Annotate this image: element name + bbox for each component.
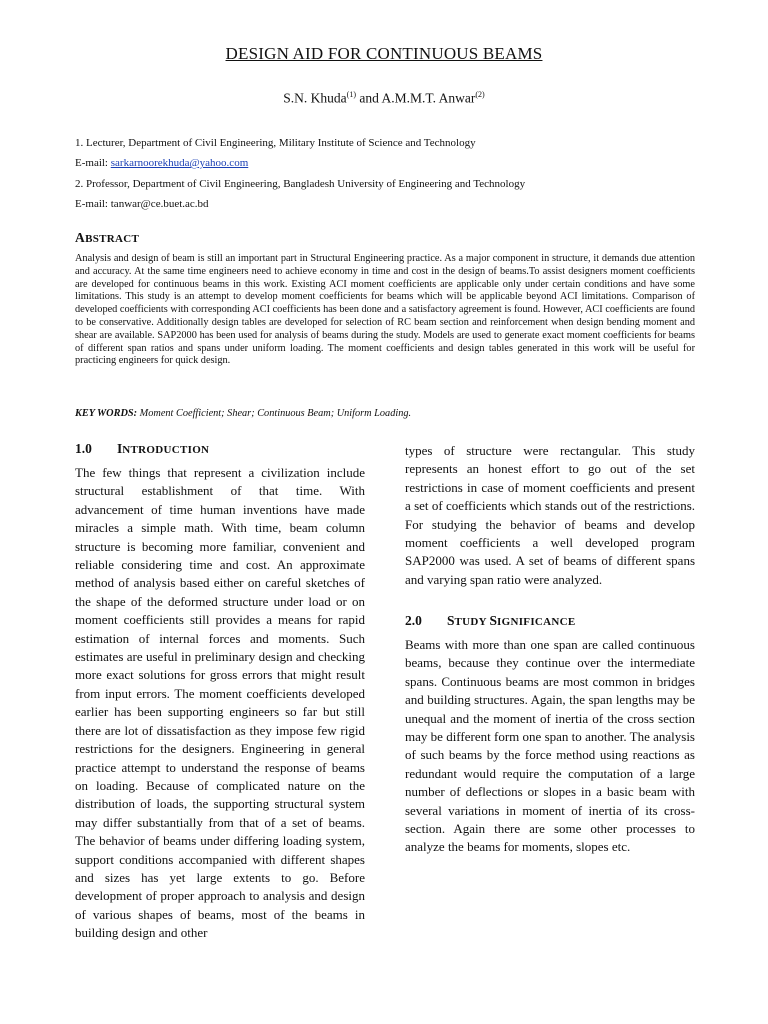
affiliation-1-email-line <box>75 156 715 170</box>
email-label: E-mail: <box>75 157 111 169</box>
keywords-line <box>75 408 411 419</box>
section-2-number: 2.0 <box>405 613 422 628</box>
email-2: tanwar@ce.buet.ac.bd <box>110 198 209 210</box>
section-2-body: Beams with more than one span are called continuous beams, because they continue over the intermediate spans. Continuous beams are most common in bridges and building structures. Again, the span lengths may be unequal and the moment of inertia of the cross section may be different form one span to another. The analysis of such beams by the force method using reactions as redundant would require the computation of a large number of deflections or slopes in a basic beam with several variations in moment of inertia of its cross-section. Again there are some other processes to analyze the beams for moments, slopes etc. <box>405 637 695 855</box>
section-2-title-mid: TUDY <box>454 616 490 628</box>
paper-title: DESIGN AID FOR CONTINUOUS BEAMS <box>225 44 543 63</box>
abstract-heading <box>75 230 139 246</box>
section-1-title-initial: I <box>117 441 123 456</box>
author-1: S.N. Khuda <box>283 90 347 106</box>
section-1-number: 1.0 <box>75 441 92 456</box>
section-2-title-initial: S <box>447 613 455 628</box>
affiliation-1: 1. Lecturer, Department of Civil Engineering, Military Institute of Science and Technology <box>75 137 476 149</box>
email-label: E-mail: <box>75 198 111 210</box>
email-link-1[interactable]: sarkarnoorekhuda@yahoo.com <box>110 157 249 169</box>
keywords-text: Moment Coefficient; Shear; Continuous Beam; Uniform Loading. <box>137 408 412 419</box>
keywords-label: KEY WORDS: <box>75 408 138 419</box>
abstract-heading-initial: A <box>75 230 86 245</box>
affiliation-2: 2. Professor, Department of Civil Engineering, Bangladesh University of Engineering and Technology <box>75 178 526 190</box>
section-2-title-rest: IGNIFICANCE <box>497 616 576 628</box>
author-line <box>0 90 768 107</box>
section-2-heading <box>405 613 576 629</box>
abstract-body: Analysis and design of beam is still an important part in Structural Engineering practice. As a major component in structure, it demands due attention and accuracy. At the same time engineers need to achieve economy in time and cost in the design of beams.To assist designers moment coefficients are developed for continuous beams in this work. Existing ACI moment coefficients are applicable only under certain conditions and have some limitations. This study is an attempt to develop moment coefficients for beams which will be applicable beyond ACI limitations. Comparison of developed coefficients with corresponding ACI coefficients has been done and a satisfactory agreement is found. However, ACI coefficients are found to be conservative. Additionally design tables are developed for selection of RC beam section and reinforcement when design bending moment and shear are available. SAP2000 has been used for analysis of beams during the study. Models are used to generate exact moment coefficients for beams of different span ratios and spans under uniform loading. The moment coefficients and design tables generated in this work will be useful for practicing engineers for quick design. <box>75 253 695 367</box>
author-2-marker: (2) <box>475 90 485 99</box>
section-2-title-initial-2: S <box>489 613 498 628</box>
author-1-marker: (1) <box>346 90 356 99</box>
author-2: A.M.M.T. Anwar <box>381 90 476 106</box>
section-1-continued: types of structure were rectangular. This study represents an honest effort to go out of the set restrictions in case of moment coefficients and present a set of coefficients which stands out of the restrictions. For studying the behavior of beams and develop moment coefficients a well developed program SAP2000 was used. A set of beams of different spans and varying span ratio were analyzed. <box>405 443 695 587</box>
abstract-heading-rest: BSTRACT <box>85 233 140 245</box>
section-1-body: The few things that represent a civilization include structural establishment of that time. With advancement of time human inventions have made miracles a simple math. With time, beam column structure is becoming more familiar, convenient and reliable considering time and cost. An approximate method of analysis based either on careful sketches of the shape of the deformed structure under load or on moment coefficients still provides a means for rapid estimation of internal forces and moments. Such estimates are useful in preliminary design and checking more exact solutions for gross errors that might result from input errors. The moment coefficients developed earlier has been supporting engineers so far but still there are lot of dissatisfaction as they impose few rigid restrictions for the designers. Engineering in general practice attempt to understand the response of beams on loading. Because of complicated nature on the distribution of loads, the supporting structural system may differ substantially from that of a set of beams. The behavior of beams under differing loading system, support conditions accompanied with different shapes and sizes has yet large extents to go. Before development of proper approach to analysis and design of various shapes of beams, most of the beams in building design and other <box>75 465 365 941</box>
affiliation-2-email-line <box>75 197 715 211</box>
section-1-heading <box>75 441 209 457</box>
author-conjunction: and <box>356 90 382 106</box>
section-1-title-rest: NTRODUCTION <box>122 444 210 456</box>
